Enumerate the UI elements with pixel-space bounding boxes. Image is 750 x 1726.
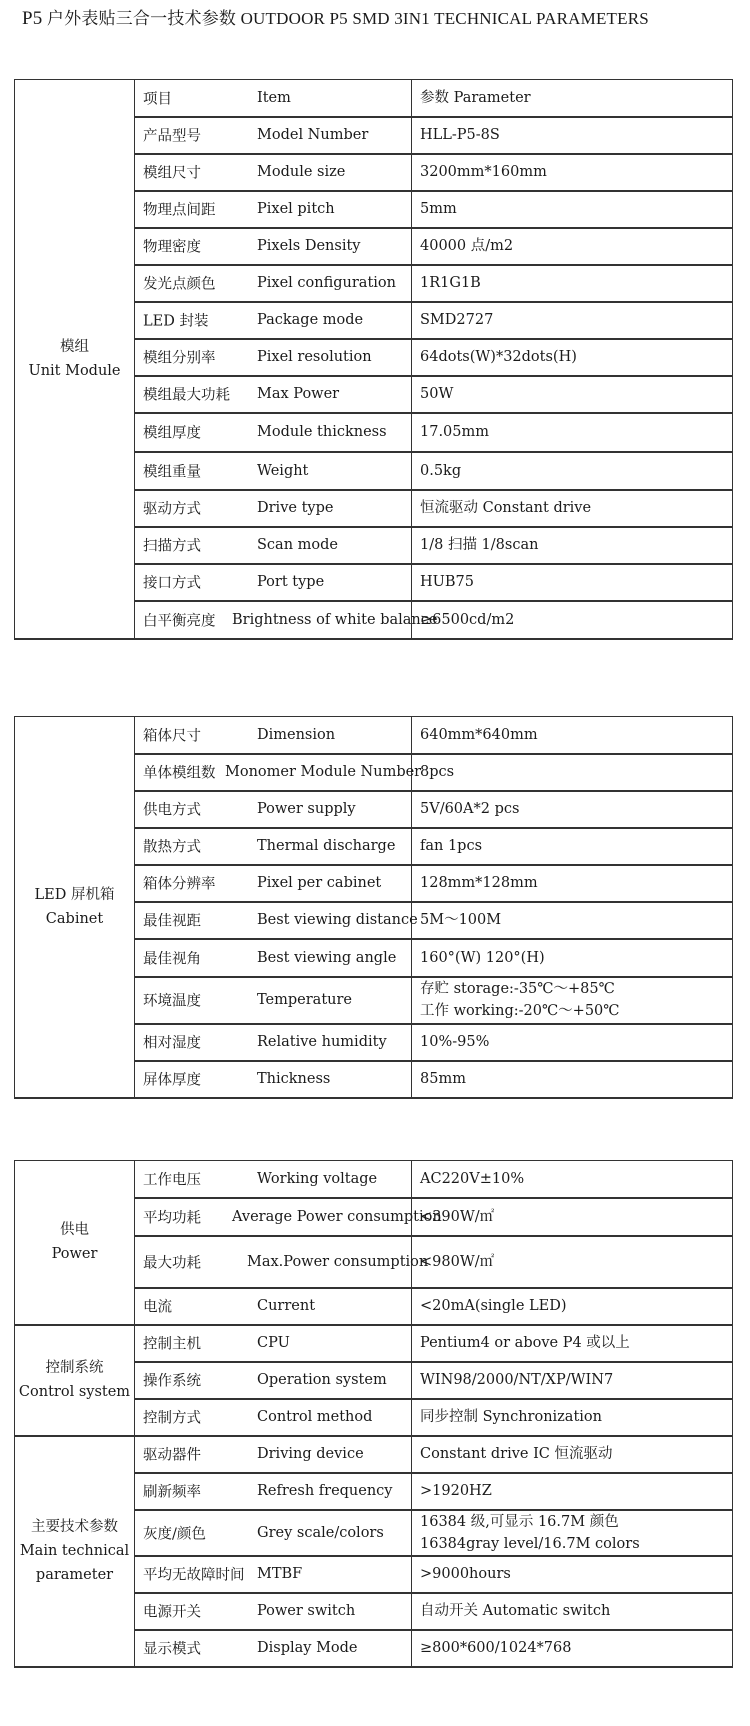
value-cell: 参数 Parameter bbox=[412, 80, 733, 117]
item-zh: 相对湿度 bbox=[143, 1035, 201, 1052]
group-label-en: Control system bbox=[18, 1384, 131, 1400]
item-cell bbox=[135, 828, 412, 865]
item-cell bbox=[135, 939, 412, 977]
value-cell: 17.05mm bbox=[412, 413, 733, 452]
group-label-en: Cabinet bbox=[45, 910, 104, 927]
unit-module-table bbox=[14, 79, 733, 640]
item-cell bbox=[135, 754, 422, 791]
group-label-en: Power bbox=[51, 1246, 98, 1263]
group-label-zh: 供电 bbox=[60, 1222, 89, 1239]
item-en: Best viewing distance bbox=[257, 912, 418, 928]
group-label-unit-module bbox=[15, 80, 135, 639]
item-zh: 控制主机 bbox=[143, 1336, 201, 1353]
item-en: Monomer Module Number bbox=[225, 764, 422, 780]
item-zh: 项目 bbox=[143, 91, 172, 108]
item-cell bbox=[135, 376, 412, 413]
group-label-zh: 主要技术参数 bbox=[31, 1519, 118, 1535]
group-label-power bbox=[15, 1161, 135, 1325]
item-cell bbox=[135, 413, 412, 452]
item-cell bbox=[135, 1288, 412, 1325]
item-cell bbox=[135, 339, 412, 376]
item-zh: 控制方式 bbox=[143, 1410, 201, 1427]
item-zh: 平均无故障时间 bbox=[143, 1567, 245, 1584]
item-en: Current bbox=[257, 1298, 316, 1314]
value-cell: 85mm bbox=[412, 1061, 733, 1098]
item-en: Best viewing angle bbox=[257, 949, 397, 966]
value-cell: 5M～100M bbox=[412, 902, 733, 939]
item-zh: 操作系统 bbox=[143, 1373, 201, 1390]
item-en: Max Power bbox=[257, 386, 340, 402]
item-zh: 模组最大功耗 bbox=[143, 387, 230, 404]
item-cell bbox=[135, 902, 418, 939]
item-zh: 最佳视距 bbox=[143, 913, 201, 930]
item-zh: 单体模组数 bbox=[143, 765, 216, 782]
item-en: Package mode bbox=[257, 312, 364, 328]
item-en: Refresh frequency bbox=[257, 1483, 393, 1499]
item-zh: 模组分别率 bbox=[143, 350, 216, 367]
item-zh: 驱动方式 bbox=[143, 501, 201, 518]
item-en: Max.Power consumption bbox=[247, 1253, 429, 1270]
value-cell: fan 1pcs bbox=[412, 828, 733, 865]
value-cell: 128mm*128mm bbox=[412, 865, 733, 902]
group-label-en: Main technical bbox=[19, 1543, 130, 1559]
value-line-2: 工作 working:-20℃～+50℃ bbox=[420, 1003, 620, 1019]
item-zh: 模组厚度 bbox=[143, 425, 201, 442]
item-zh: 灰度/颜色 bbox=[143, 1526, 206, 1542]
value-cell: HUB75 bbox=[412, 564, 733, 601]
item-cell bbox=[135, 1473, 412, 1510]
value-cell: ≥800*600/1024*768 bbox=[412, 1630, 733, 1667]
table-row bbox=[15, 717, 733, 754]
value-cell: 640mm*640mm bbox=[412, 717, 733, 754]
item-zh: 扫描方式 bbox=[143, 538, 201, 555]
item-cell bbox=[135, 265, 412, 302]
item-en: Item bbox=[257, 89, 291, 106]
item-en: Thermal discharge bbox=[257, 838, 396, 854]
value-cell: 40000 点/m2 bbox=[412, 228, 733, 265]
group-label-en: Unit Module bbox=[28, 362, 121, 379]
value-cell bbox=[412, 977, 733, 1024]
item-cell bbox=[135, 564, 412, 601]
table-row bbox=[15, 80, 733, 117]
value-cell: Pentium4 or above P4 或以上 bbox=[412, 1325, 733, 1362]
item-en: Module thickness bbox=[257, 424, 387, 440]
value-cell: >9000hours bbox=[412, 1556, 733, 1593]
value-line-2: 16384gray level/16.7M colors bbox=[420, 1535, 640, 1552]
item-en: Grey scale/colors bbox=[257, 1524, 384, 1541]
value-cell: ≥6500cd/m2 bbox=[412, 601, 733, 639]
item-zh: 散热方式 bbox=[143, 839, 201, 856]
item-en: Working voltage bbox=[257, 1170, 378, 1187]
item-en: Module size bbox=[257, 164, 346, 180]
item-cell bbox=[135, 1362, 412, 1399]
item-cell bbox=[135, 1024, 412, 1061]
value-cell: 8pcs bbox=[412, 754, 733, 791]
item-zh: 环境温度 bbox=[143, 993, 201, 1010]
item-zh: 驱动器件 bbox=[143, 1447, 201, 1464]
item-en: Drive type bbox=[257, 500, 334, 516]
value-cell: WIN98/2000/NT/XP/WIN7 bbox=[412, 1362, 733, 1399]
item-zh: 电流 bbox=[143, 1299, 172, 1316]
item-en: Power switch bbox=[257, 1603, 356, 1619]
item-en: Port type bbox=[257, 574, 325, 590]
table-row bbox=[15, 1325, 733, 1362]
item-en: Driving device bbox=[257, 1446, 364, 1462]
item-zh: 最佳视角 bbox=[143, 951, 201, 967]
value-cell: HLL-P5-8S bbox=[412, 117, 733, 154]
item-cell bbox=[135, 1061, 412, 1098]
item-cell bbox=[135, 1325, 412, 1362]
item-cell bbox=[135, 228, 412, 265]
item-en: Relative humidity bbox=[257, 1034, 387, 1050]
item-en: Operation system bbox=[257, 1372, 387, 1388]
item-zh: 产品型号 bbox=[143, 128, 201, 145]
item-en: Weight bbox=[257, 462, 309, 479]
item-zh: 电源开关 bbox=[143, 1604, 201, 1621]
value-cell: <980W/㎡ bbox=[412, 1236, 733, 1288]
value-cell bbox=[412, 1510, 733, 1556]
value-cell: 0.5kg bbox=[412, 452, 733, 490]
value-cell: <20mA(single LED) bbox=[412, 1288, 733, 1325]
value-cell: 同步控制 Synchronization bbox=[412, 1399, 733, 1436]
item-cell bbox=[135, 1436, 412, 1473]
item-en: Pixel configuration bbox=[257, 275, 396, 291]
item-zh: 平均功耗 bbox=[143, 1210, 201, 1226]
title-text: 户外表贴三合一技术参数 OUTDOOR P5 SMD 3IN1 TECHNICAL PARAMETERS bbox=[46, 9, 649, 28]
item-cell bbox=[135, 977, 412, 1024]
value-cell: 64dots(W)*32dots(H) bbox=[412, 339, 733, 376]
value-cell: <390W/㎡ bbox=[412, 1198, 733, 1236]
value-line-1: 存贮 storage:-35℃～+85℃ bbox=[420, 981, 615, 997]
item-cell bbox=[135, 527, 412, 564]
item-cell bbox=[135, 791, 412, 828]
item-en: Model Number bbox=[257, 127, 369, 143]
value-cell: 5V/60A*2 pcs bbox=[412, 791, 733, 828]
value-cell: SMD2727 bbox=[412, 302, 733, 339]
item-cell bbox=[135, 1161, 412, 1198]
value-cell: 3200mm*160mm bbox=[412, 154, 733, 191]
item-en: Pixel resolution bbox=[257, 349, 372, 365]
item-zh: 模组重量 bbox=[143, 464, 201, 480]
item-cell bbox=[135, 80, 412, 117]
group-label-zh: 控制系统 bbox=[45, 1360, 104, 1376]
item-cell bbox=[135, 1630, 412, 1667]
item-cell bbox=[135, 191, 412, 228]
value-cell: 恒流驱动 Constant drive bbox=[412, 490, 733, 527]
value-cell: 1/8 扫描 1/8scan bbox=[412, 527, 733, 564]
item-en: Dimension bbox=[257, 726, 336, 743]
item-cell bbox=[135, 865, 412, 902]
value-cell: 160°(W) 120°(H) bbox=[412, 939, 733, 977]
item-zh: 模组尺寸 bbox=[143, 165, 201, 182]
item-zh: 屏体厚度 bbox=[143, 1072, 201, 1089]
item-en: Pixel per cabinet bbox=[257, 875, 382, 891]
item-zh: 接口方式 bbox=[143, 575, 201, 592]
item-zh: 物理密度 bbox=[143, 239, 201, 256]
item-zh: 显示模式 bbox=[143, 1641, 201, 1658]
item-cell bbox=[135, 1510, 412, 1556]
item-zh: 工作电压 bbox=[143, 1172, 201, 1189]
item-zh: 刷新频率 bbox=[143, 1484, 201, 1501]
table-row bbox=[15, 1436, 733, 1473]
value-cell: 5mm bbox=[412, 191, 733, 228]
item-zh: 箱体分辨率 bbox=[143, 876, 216, 893]
system-table bbox=[14, 1160, 733, 1668]
item-en: Brightness of white balance bbox=[232, 611, 438, 628]
table-row bbox=[15, 1161, 733, 1198]
item-en: Pixels Density bbox=[257, 238, 361, 254]
item-cell bbox=[135, 1593, 412, 1630]
value-cell: 自动开关 Automatic switch bbox=[412, 1593, 733, 1630]
item-en: Display Mode bbox=[257, 1640, 358, 1656]
group-label-cabinet bbox=[15, 717, 135, 1098]
value-line-1: 16384 级,可显示 16.7M 颜色 bbox=[420, 1513, 619, 1530]
group-label-zh: LED 屏机箱 bbox=[34, 886, 115, 903]
group-label-en-2: parameter bbox=[35, 1567, 114, 1583]
item-en: Thickness bbox=[257, 1071, 331, 1087]
page-title bbox=[22, 2, 722, 36]
item-en: Power supply bbox=[257, 801, 356, 817]
value-cell: AC220V±10% bbox=[412, 1161, 733, 1198]
item-cell bbox=[135, 1399, 412, 1436]
group-label-zh: 模组 bbox=[60, 338, 89, 355]
item-zh: 发光点颜色 bbox=[143, 276, 216, 293]
item-cell bbox=[135, 1198, 442, 1236]
title-prefix: P5 bbox=[22, 8, 43, 29]
item-cell bbox=[135, 117, 412, 154]
item-cell bbox=[135, 1556, 412, 1593]
item-zh: 最大功耗 bbox=[143, 1255, 201, 1271]
item-en: MTBF bbox=[257, 1566, 303, 1582]
item-zh: LED 封装 bbox=[143, 313, 209, 330]
item-cell bbox=[135, 302, 412, 339]
value-cell: 10%-95% bbox=[412, 1024, 733, 1061]
item-zh: 箱体尺寸 bbox=[143, 728, 201, 745]
item-cell bbox=[135, 490, 412, 527]
value-cell: Constant drive IC 恒流驱动 bbox=[412, 1436, 733, 1473]
value-cell: 1R1G1B bbox=[412, 265, 733, 302]
item-en: Average Power consumption bbox=[232, 1208, 442, 1225]
item-zh: 供电方式 bbox=[143, 802, 201, 819]
item-en: Temperature bbox=[257, 992, 352, 1008]
value-cell: >1920HZ bbox=[412, 1473, 733, 1510]
item-en: Scan mode bbox=[257, 537, 338, 553]
item-cell bbox=[135, 601, 438, 639]
item-cell bbox=[135, 717, 412, 754]
item-en: Control method bbox=[257, 1409, 373, 1425]
item-zh: 白平衡亮度 bbox=[143, 613, 216, 629]
value-cell: 50W bbox=[412, 376, 733, 413]
item-en: CPU bbox=[257, 1335, 290, 1351]
item-cell bbox=[135, 452, 412, 490]
cabinet-table bbox=[14, 716, 733, 1099]
group-label-control-system bbox=[15, 1325, 135, 1436]
item-cell bbox=[135, 1236, 429, 1288]
group-label-main-technical bbox=[15, 1436, 135, 1667]
item-cell bbox=[135, 154, 412, 191]
item-en: Pixel pitch bbox=[257, 201, 335, 217]
item-zh: 物理点间距 bbox=[143, 202, 216, 219]
